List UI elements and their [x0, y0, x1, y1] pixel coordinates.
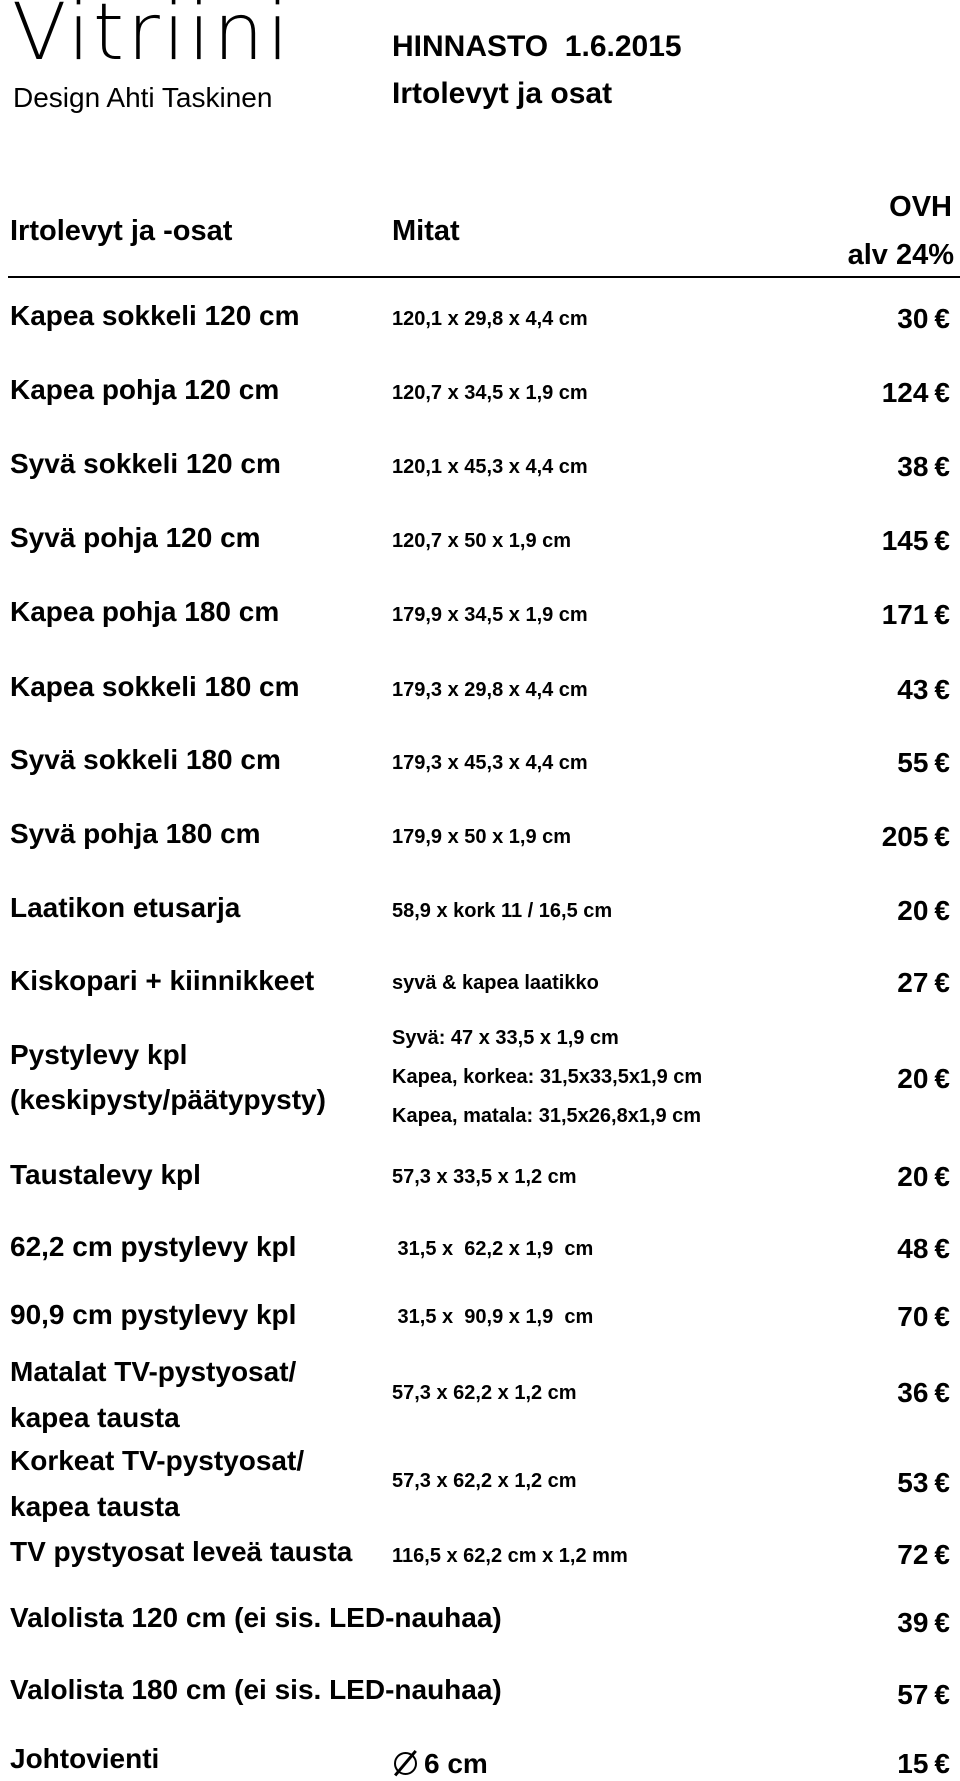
euro-icon: €: [934, 674, 950, 705]
euro-icon: €: [934, 1607, 950, 1638]
item-name: (keskipysty/päätypysty): [10, 1084, 326, 1115]
price-value: 145: [881, 525, 929, 556]
item-dimensions: Kapea, korkea: 31,5x33,5x1,9 cm: [392, 1066, 703, 1088]
item-dimensions: [392, 1750, 488, 1778]
price-value: 30: [897, 303, 929, 334]
item-name: Valolista 120 cm (ei sis. LED-nauhaa): [10, 1602, 502, 1633]
euro-icon: €: [934, 525, 950, 556]
item-name: 62,2 cm pystylevy kpl: [10, 1231, 297, 1262]
item-name: Korkeat TV-pystyosat/: [10, 1445, 305, 1476]
price-value: 124: [881, 377, 929, 408]
item-price: [882, 823, 950, 851]
item-name: Pystylevy kpl: [10, 1039, 188, 1070]
price-value: 15: [897, 1748, 929, 1779]
item-dimensions: 120,1 x 45,3 x 4,4 cm: [392, 456, 588, 478]
item-price: [897, 305, 950, 333]
brand-logo: [10, 0, 340, 120]
euro-icon: €: [934, 1377, 950, 1408]
price-value: 20: [897, 1161, 929, 1192]
item-dimensions: 179,3 x 29,8 x 4,4 cm: [392, 679, 588, 701]
euro-icon: €: [934, 303, 950, 334]
item-dimensions: 31,5 x 62,2 x 1,9 cm: [392, 1238, 594, 1260]
column-header-vat: alv 24%: [847, 239, 954, 271]
price-value: 36: [897, 1377, 929, 1408]
euro-icon: €: [934, 747, 950, 778]
price-value: 72: [897, 1539, 929, 1570]
item-name: Syvä pohja 120 cm: [10, 522, 261, 553]
price-value: 27: [897, 967, 929, 998]
euro-icon: €: [934, 377, 950, 408]
item-dimensions: 31,5 x 90,9 x 1,9 cm: [392, 1306, 594, 1328]
euro-icon: €: [934, 451, 950, 482]
item-price: [897, 1609, 950, 1637]
item-name: Syvä pohja 180 cm: [10, 818, 261, 849]
logo-tagline: Design Ahti Taskinen: [13, 82, 273, 113]
euro-icon: €: [934, 821, 950, 852]
euro-icon: €: [934, 967, 950, 998]
item-dimensions: syvä & kapea laatikko: [392, 972, 599, 994]
item-price: [882, 379, 950, 407]
item-dimensions: 58,9 x kork 11 / 16,5 cm: [392, 900, 613, 922]
item-dimensions: 116,5 x 62,2 cm x 1,2 mm: [392, 1545, 628, 1567]
dimension-text: 6 cm: [424, 1748, 488, 1779]
item-dimensions: 179,9 x 34,5 x 1,9 cm: [392, 604, 588, 626]
euro-icon: €: [934, 1161, 950, 1192]
item-price: [882, 527, 950, 555]
item-name: kapea tausta: [10, 1402, 180, 1433]
item-name: Kapea sokkeli 180 cm: [10, 671, 300, 702]
item-price: [897, 1469, 950, 1497]
item-dimensions: 57,3 x 62,2 x 1,2 cm: [392, 1382, 577, 1404]
price-value: 38: [897, 451, 929, 482]
item-price: [897, 969, 950, 997]
euro-icon: €: [934, 1063, 950, 1094]
euro-icon: €: [934, 895, 950, 926]
column-header-price: OVH: [889, 191, 952, 223]
euro-icon: €: [934, 1301, 950, 1332]
price-value: 48: [897, 1233, 929, 1264]
item-price: [897, 1065, 950, 1093]
item-price: [897, 1303, 950, 1331]
item-name: Syvä sokkeli 120 cm: [10, 448, 281, 479]
price-value: 43: [897, 674, 929, 705]
euro-icon: €: [934, 1539, 950, 1570]
euro-icon: €: [934, 1748, 950, 1779]
item-name: Laatikon etusarja: [10, 892, 241, 923]
column-header-item: Irtolevyt ja -osat: [10, 215, 233, 247]
item-price: [897, 1681, 950, 1709]
item-dimensions: 179,9 x 50 x 1,9 cm: [392, 826, 572, 848]
euro-icon: €: [934, 599, 950, 630]
item-name: Syvä sokkeli 180 cm: [10, 744, 281, 775]
item-name: Matalat TV-pystyosat/: [10, 1356, 297, 1387]
item-name: TV pystyosat leveä tausta: [10, 1536, 353, 1567]
item-price: [897, 1379, 950, 1407]
item-dimensions: Kapea, matala: 31,5x26,8x1,9 cm: [392, 1105, 702, 1127]
item-name: Taustalevy kpl: [10, 1159, 201, 1190]
item-name: Kapea pohja 120 cm: [10, 374, 280, 405]
item-price: [897, 1163, 950, 1191]
item-price: [882, 601, 950, 629]
item-name: Johtovienti: [10, 1743, 160, 1774]
item-name: Kapea sokkeli 120 cm: [10, 300, 300, 331]
item-dimensions: 120,1 x 29,8 x 4,4 cm: [392, 308, 588, 330]
item-dimensions: 179,3 x 45,3 x 4,4 cm: [392, 752, 588, 774]
item-name: Kiskopari + kiinnikkeet: [10, 965, 315, 996]
euro-icon: €: [934, 1679, 950, 1710]
price-list-title: HINNASTO 1.6.2015: [392, 30, 682, 63]
item-dimensions: 57,3 x 33,5 x 1,2 cm: [392, 1166, 577, 1188]
item-name: Valolista 180 cm (ei sis. LED-nauhaa): [10, 1674, 502, 1705]
header-divider: [8, 276, 960, 278]
item-name: kapea tausta: [10, 1491, 180, 1522]
euro-icon: €: [934, 1467, 950, 1498]
diameter-icon: [392, 1750, 418, 1776]
price-value: 55: [897, 747, 929, 778]
euro-icon: €: [934, 1233, 950, 1264]
item-price: [897, 897, 950, 925]
price-value: 53: [897, 1467, 929, 1498]
item-price: [897, 453, 950, 481]
price-value: 20: [897, 895, 929, 926]
item-dimensions: Syvä: 47 x 33,5 x 1,9 cm: [392, 1027, 619, 1049]
price-value: 57: [897, 1679, 929, 1710]
price-value: 171: [881, 599, 929, 630]
item-name: Kapea pohja 180 cm: [10, 596, 280, 627]
price-value: 70: [897, 1301, 929, 1332]
item-price: [897, 749, 950, 777]
column-header-dimensions: Mitat: [392, 215, 460, 247]
item-dimensions: 57,3 x 62,2 x 1,2 cm: [392, 1470, 577, 1492]
logo-wordmark: Vitriini: [12, 0, 292, 78]
item-dimensions: 120,7 x 50 x 1,9 cm: [392, 530, 572, 552]
item-price: [897, 1541, 950, 1569]
item-dimensions: 120,7 x 34,5 x 1,9 cm: [392, 382, 588, 404]
price-list-subtitle: Irtolevyt ja osat: [392, 77, 613, 110]
price-value: 205: [881, 821, 929, 852]
item-name: 90,9 cm pystylevy kpl: [10, 1299, 297, 1330]
item-price: [897, 1750, 950, 1778]
item-price: [897, 676, 950, 704]
price-value: 20: [897, 1063, 929, 1094]
item-price: [897, 1235, 950, 1263]
price-value: 39: [897, 1607, 929, 1638]
